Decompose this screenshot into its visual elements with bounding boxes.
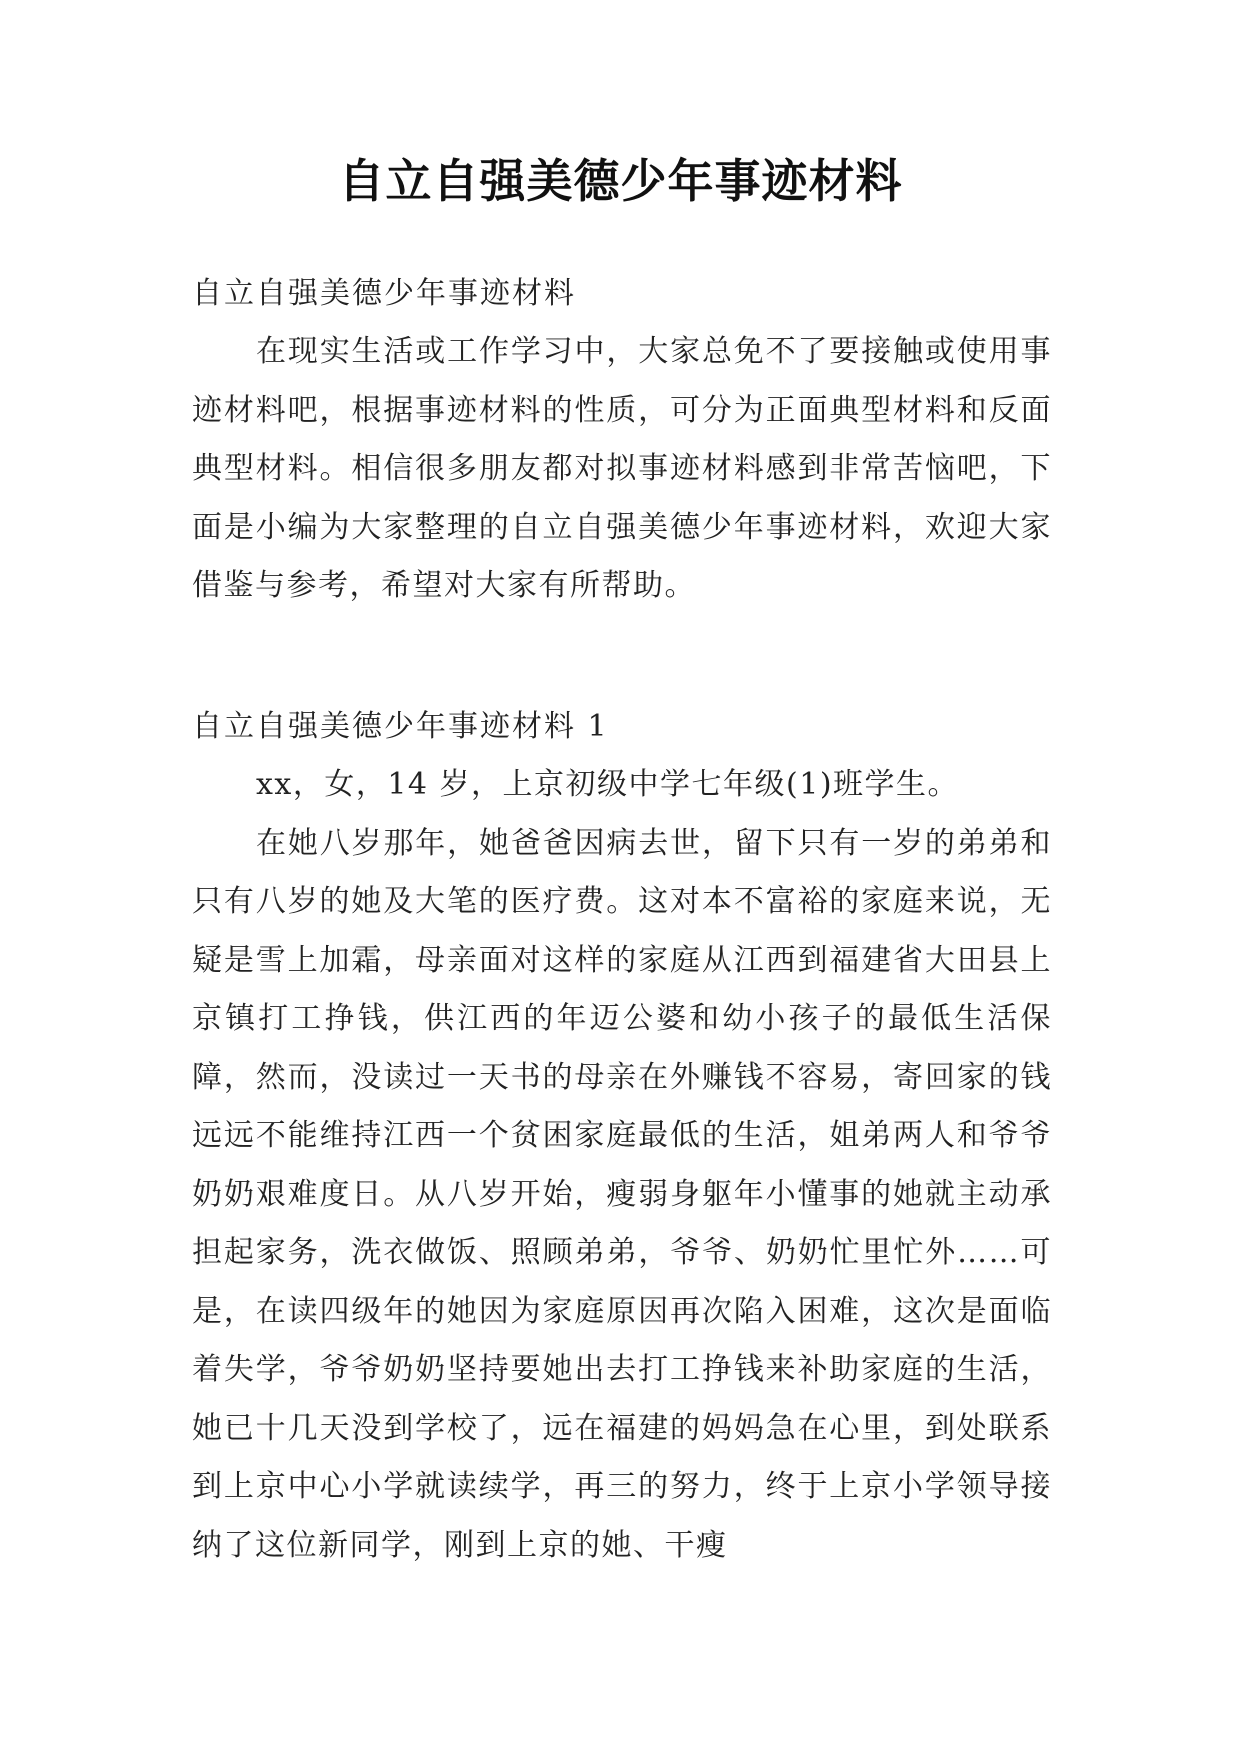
section-1-heading: 自立自强美德少年事迹材料 1 <box>192 709 609 744</box>
intro-block <box>192 265 1052 616</box>
section-1-paragraph-1: xx，女，14 岁，上京初级中学七年级(1)班学生。 <box>256 767 960 802</box>
intro-heading: 自立自强美德少年事迹材料 <box>192 276 576 311</box>
intro-paragraph: 在现实生活或工作学习中，大家总免不了要接触或使用事迹材料吧，根据事迹材料的性质，可分为正面典型材料和反面典型材料。相信很多朋友都对拟事迹材料感到非常苦恼吧，下面是小编为大家整理的自立自强美德少年事迹材料，欢迎大家借鉴与参考，希望对大家有所帮助。 <box>192 334 1052 603</box>
document-title: 自立自强美德少年事迹材料 <box>338 154 903 208</box>
section-1-paragraph-2: 在她八岁那年，她爸爸因病去世，留下只有一岁的弟弟和只有八岁的她及大笔的医疗费。这对本不富裕的家庭来说，无疑是雪上加霜，母亲面对这样的家庭从江西到福建省大田县上京镇打工挣钱，供江西的年迈公婆和幼小孩子的最低生活保障，然而，没读过一天书的母亲在外赚钱不容易，寄回家的钱远远不能维持江西一个贫困家庭最低的生活，姐弟两人和爷爷奶奶艰难度日。从八岁开始，瘦弱身躯年小懂事的她就主动承担起家务，洗衣做饭、照顾弟弟，爷爷、奶奶忙里忙外……可是，在读四级年的她因为家庭原因再次陷入困难，这次是面临着失学，爷爷奶奶坚持要她出去打工挣钱来补助家庭的生活，她已十几天没到学校了，远在福建的妈妈急在心里，到处联系到上京中心小学就读续学，再三的努力，终于上京小学领导接纳了这位新同学，刚到上京的她、干瘦 <box>192 825 1052 1563</box>
section-1-block <box>192 698 1052 1575</box>
